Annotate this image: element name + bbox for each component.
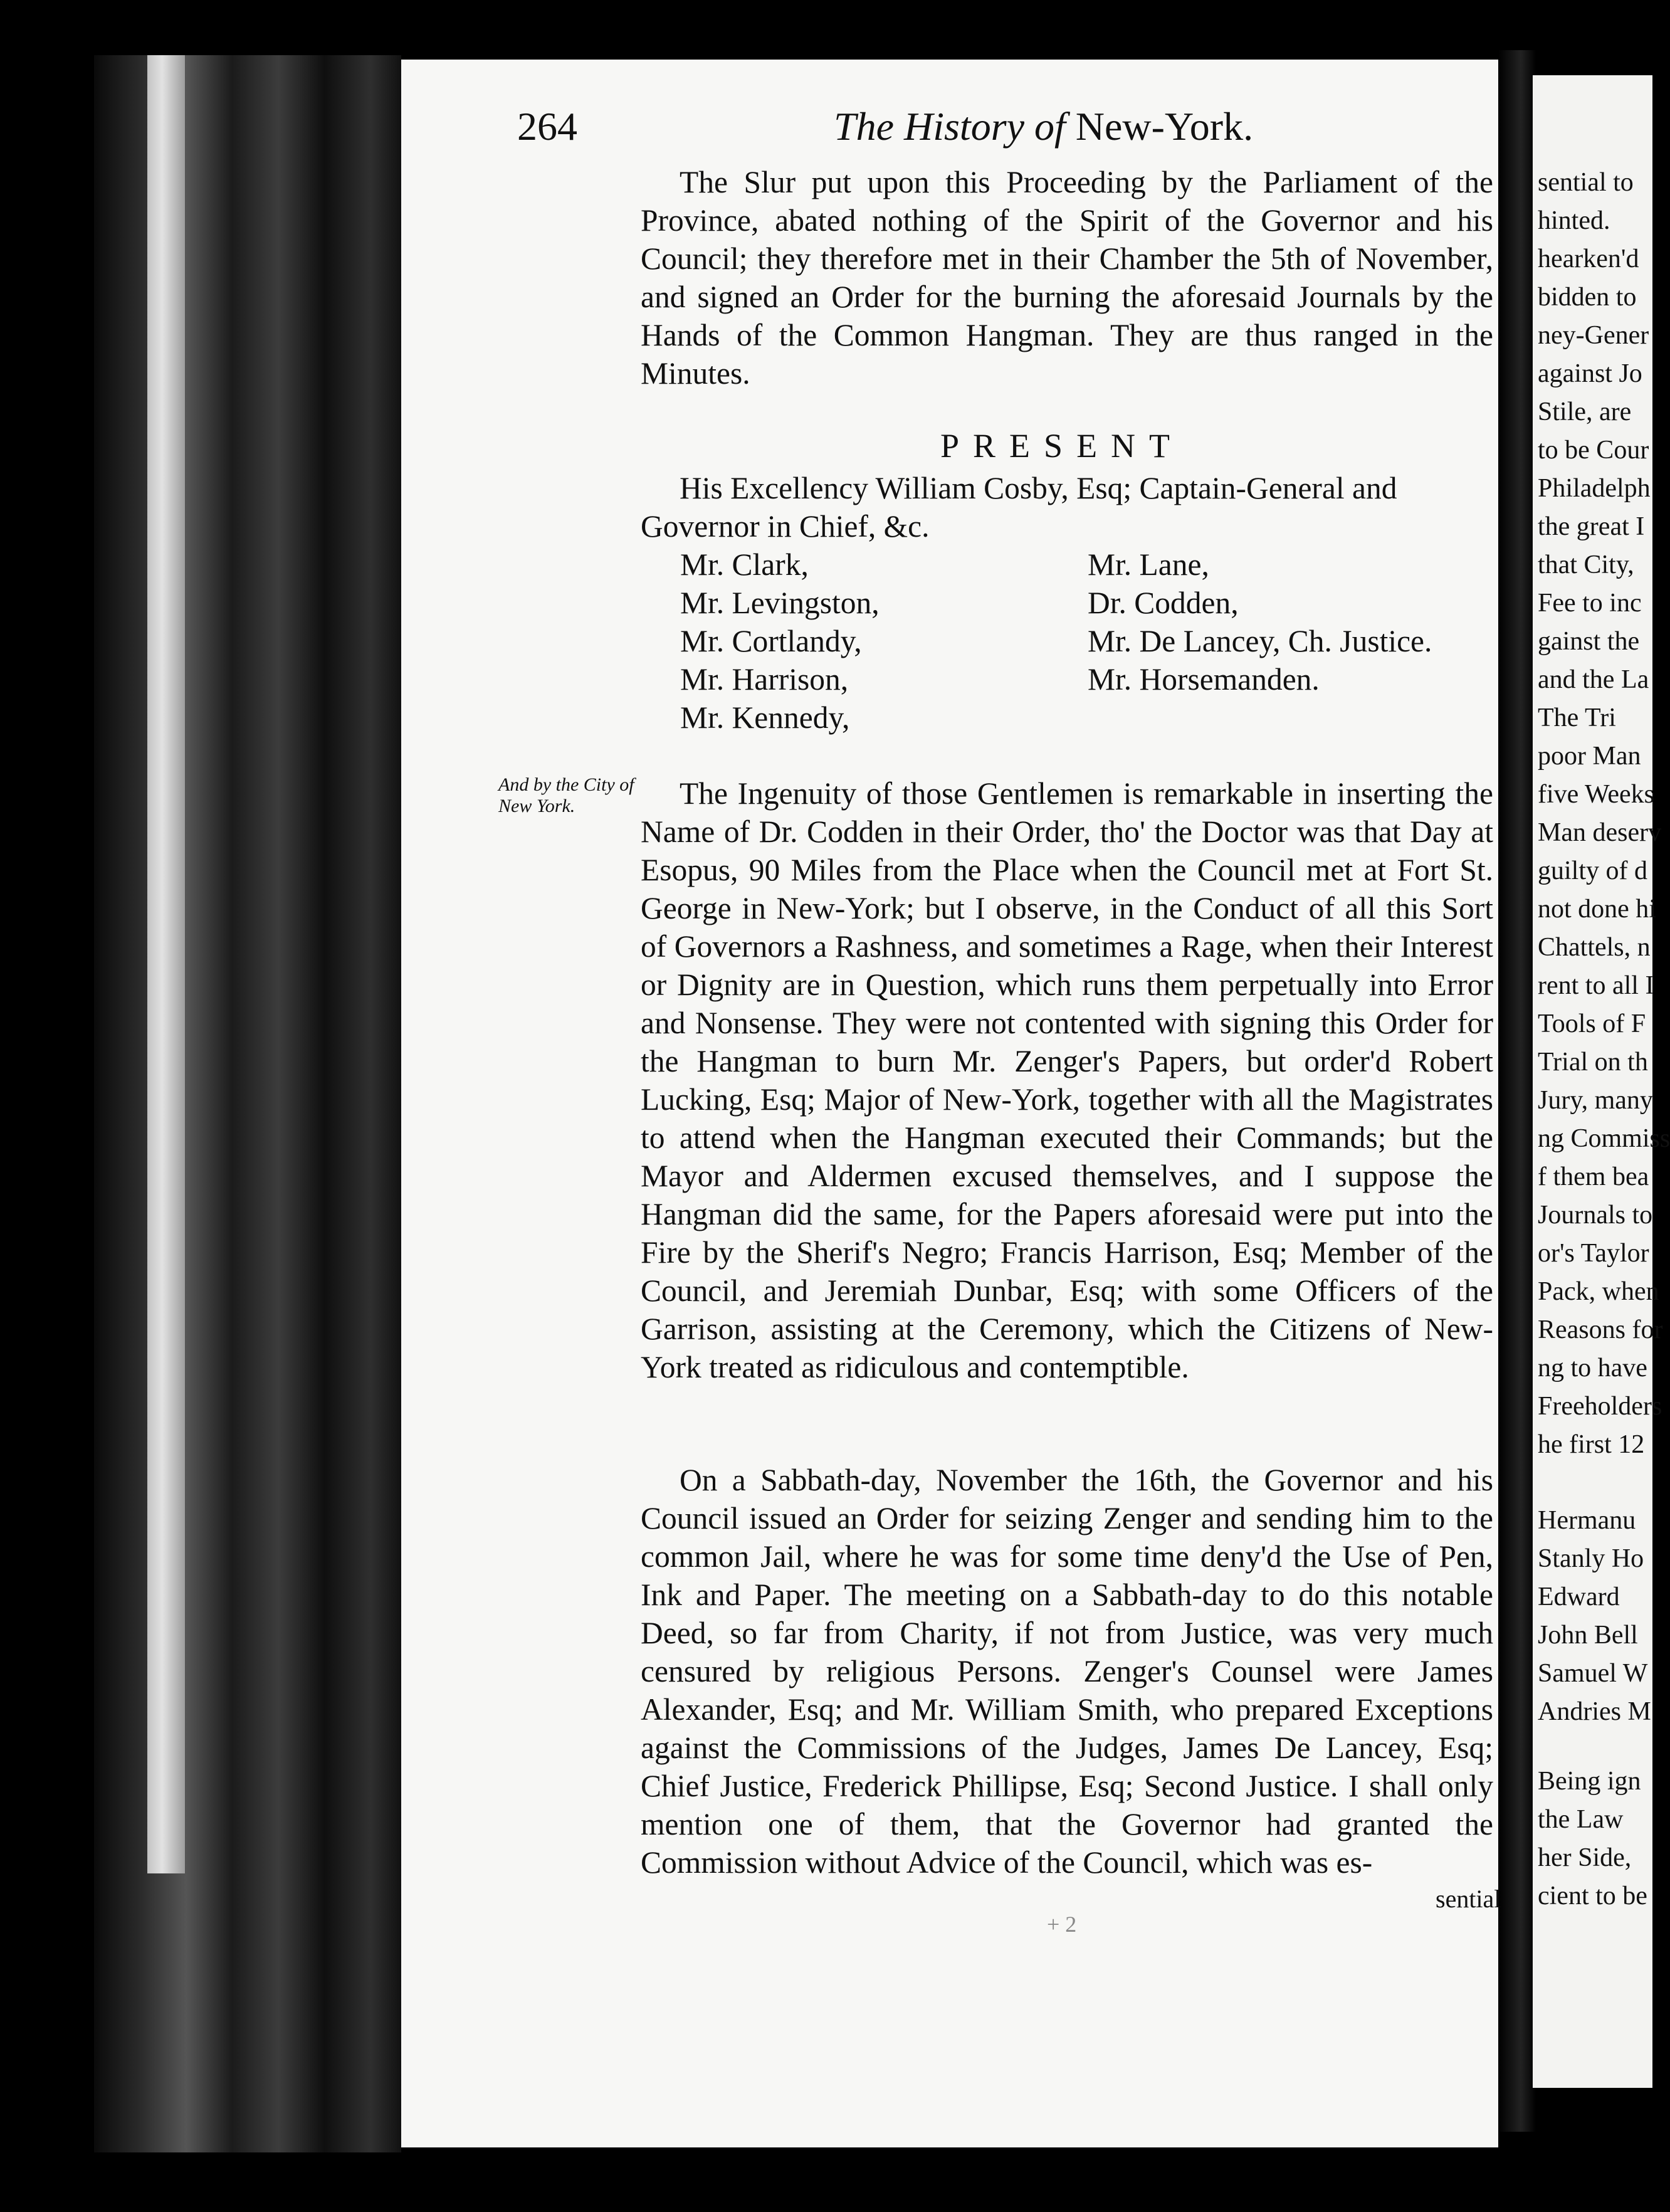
- paragraph-2: [641, 774, 1493, 1386]
- facing-page-line: bidden to: [1538, 283, 1637, 312]
- facing-page-line: Journals to: [1538, 1201, 1653, 1230]
- facing-page-line: Being ign: [1538, 1767, 1641, 1796]
- running-title: [834, 103, 1253, 150]
- facing-page-line: Pack, when: [1538, 1277, 1659, 1306]
- facing-page-line: the great I: [1538, 512, 1645, 541]
- present-intro-line-1: His Excellency William Cosby, Esq; Captain-General and: [680, 471, 1397, 505]
- roster-member: Mr. Lane,: [1088, 547, 1209, 582]
- present-intro-line-2: Governor in Chief, &c.: [641, 509, 930, 544]
- facing-page-line: her Side,: [1538, 1843, 1632, 1872]
- facing-page-line: ng to have: [1538, 1354, 1647, 1382]
- facing-page-line: he first 12: [1538, 1430, 1645, 1459]
- facing-page-line: Stanly Ho: [1538, 1544, 1644, 1573]
- facing-page-line: Man deserv: [1538, 818, 1662, 847]
- facing-page-line: Hermanu: [1538, 1506, 1636, 1535]
- running-title-upright: New-York.: [1075, 104, 1254, 149]
- facing-page-line: Edward: [1538, 1583, 1620, 1611]
- present-heading: PRESENT: [940, 427, 1184, 465]
- paragraph-2-text: The Ingenuity of those Gentlemen is remarkable in inserting the Name of Dr. Codden in their Order, tho' the Doctor was that Day at Esopus, 90 Miles from the Place when the Council met at Fort St. George in New-York; but I observe, in the Conduct of all this Sort of Governors a Rashness, and sometimes a Rage, when their Interest or Dignity are in Question, which runs them perpetually into Error and Nonsense. They were not contented with signing this Order for the Hangman to burn Mr. Zenger's Papers, but order'd Robert Lucking, Esq; Major of New-York, together with all the Magistrates to attend when the Hangman executed their Commands; but the Mayor and Aldermen excused themselves, and I suppose the Hangman did the same, for the Papers aforesaid were put into the Fire by the Sherif's Negro; Francis Harrison, Esq; Member of the Council, and Jeremiah Dunbar, Esq; with some Officers of the Garrison, assisting at the Ceremony, which the Citizens of New-York treated as ridiculous and contemptible.: [641, 776, 1493, 1384]
- facing-page-line: sential to: [1538, 168, 1634, 197]
- facing-page-line: to be Cour: [1538, 436, 1649, 465]
- roster-member: Dr. Codden,: [1088, 586, 1239, 620]
- facing-page-line: poor Man: [1538, 742, 1641, 771]
- facing-page-line: or's Taylor: [1538, 1239, 1649, 1268]
- page-number: 264: [517, 104, 577, 149]
- facing-page-line: f them bea: [1538, 1162, 1649, 1191]
- facing-page-line: Trial on th: [1538, 1048, 1648, 1077]
- facing-page-line: cient to be: [1538, 1882, 1647, 1910]
- roster-member: Mr. Harrison,: [680, 662, 849, 697]
- facing-page-line: Samuel W: [1538, 1659, 1648, 1688]
- facing-page-line: Fee to inc: [1538, 589, 1642, 618]
- facing-page-line: Philadelph: [1538, 474, 1651, 503]
- facing-page-line: the Law: [1538, 1805, 1624, 1834]
- paragraph-1-text: The Slur put upon this Proceeding by the Parliament of the Province, abated nothing of the Spirit of the Governor and his Council; they therefore met in their Chamber the 5th of November, and signed an Order for the burning the aforesaid Journals by the Hands of the Common Hangman. They are thus ranged in the Minutes.: [641, 165, 1493, 391]
- paragraph-3: [641, 1461, 1493, 1882]
- facing-page-line: Reasons for: [1538, 1315, 1663, 1344]
- facing-page-line: Jury, many: [1538, 1086, 1653, 1115]
- facing-page-line: ng Commiss: [1538, 1124, 1670, 1153]
- running-header: [517, 103, 1345, 154]
- roster-member: Mr. Cortlandy,: [680, 624, 862, 658]
- facing-page: [1533, 75, 1670, 2088]
- facing-page-line: The Tri: [1538, 703, 1616, 732]
- page-mark: + 2: [1047, 1912, 1077, 1937]
- facing-page-line: ney-Gener: [1538, 321, 1649, 350]
- facing-page-line: and the La: [1538, 665, 1649, 694]
- facing-page-line: Freeholders: [1538, 1392, 1662, 1421]
- facing-page-line: against Jo: [1538, 359, 1642, 388]
- facing-page-line: five Weeks: [1538, 780, 1654, 809]
- facing-page-line: Andries M: [1538, 1697, 1651, 1726]
- running-title-italic: The History of: [834, 104, 1066, 149]
- facing-page-line: Chattels, n: [1538, 933, 1651, 962]
- roster-member: Mr. De Lancey, Ch. Justice.: [1088, 624, 1432, 658]
- facing-page-line: Tools of F: [1538, 1009, 1646, 1038]
- roster-member: Mr. Levingston,: [680, 586, 880, 620]
- facing-page-line: hearken'd: [1538, 245, 1639, 273]
- paragraph-1: [641, 163, 1493, 392]
- facing-page-line: hinted.: [1538, 206, 1610, 235]
- roster-right-column: [1088, 545, 1432, 698]
- book-spine: [94, 55, 401, 2152]
- catchword: sential: [1436, 1885, 1501, 1913]
- roster-member: Mr. Kennedy,: [680, 700, 850, 735]
- facing-page-line: guilty of d: [1538, 856, 1647, 885]
- facing-page-line: John Bell: [1538, 1621, 1638, 1650]
- paragraph-3-text: On a Sabbath-day, November the 16th, the Governor and his Council issued an Order for seizing Zenger and sending him to the common Jail, where he was for some time deny'd the Use of Pen, Ink and Paper. The meeting on a Sabbath-day to do this notable Deed, so far from Charity, if not from Justice, was very much censured by religious Persons. Zenger's Counsel were James Alexander, Esq; and Mr. William Smith, who prepared Exceptions against the Commissions of the Judges, James De Lancey, Esq; Chief Justice, Frederick Phillipse, Esq; Second Justice. I shall only mention one of them, that the Governor had granted the Commission without Advice of the Council, which was es-: [641, 1463, 1493, 1880]
- present-intro: [641, 469, 1493, 545]
- facing-page-line: rent to all I: [1538, 971, 1654, 1000]
- facing-page-line: not done hi: [1538, 895, 1656, 924]
- roster-left-column: [680, 545, 880, 737]
- book-gutter: [1498, 50, 1536, 2132]
- facing-page-line: that City,: [1538, 550, 1634, 579]
- roster-member: Mr. Clark,: [680, 547, 809, 582]
- facing-page-line: Stile, are: [1538, 398, 1632, 426]
- roster-member: Mr. Horsemanden.: [1088, 662, 1320, 697]
- page-edges: [147, 55, 185, 1873]
- facing-page-line: gainst the: [1538, 627, 1640, 656]
- marginal-note: And by the City of New York.: [498, 774, 634, 816]
